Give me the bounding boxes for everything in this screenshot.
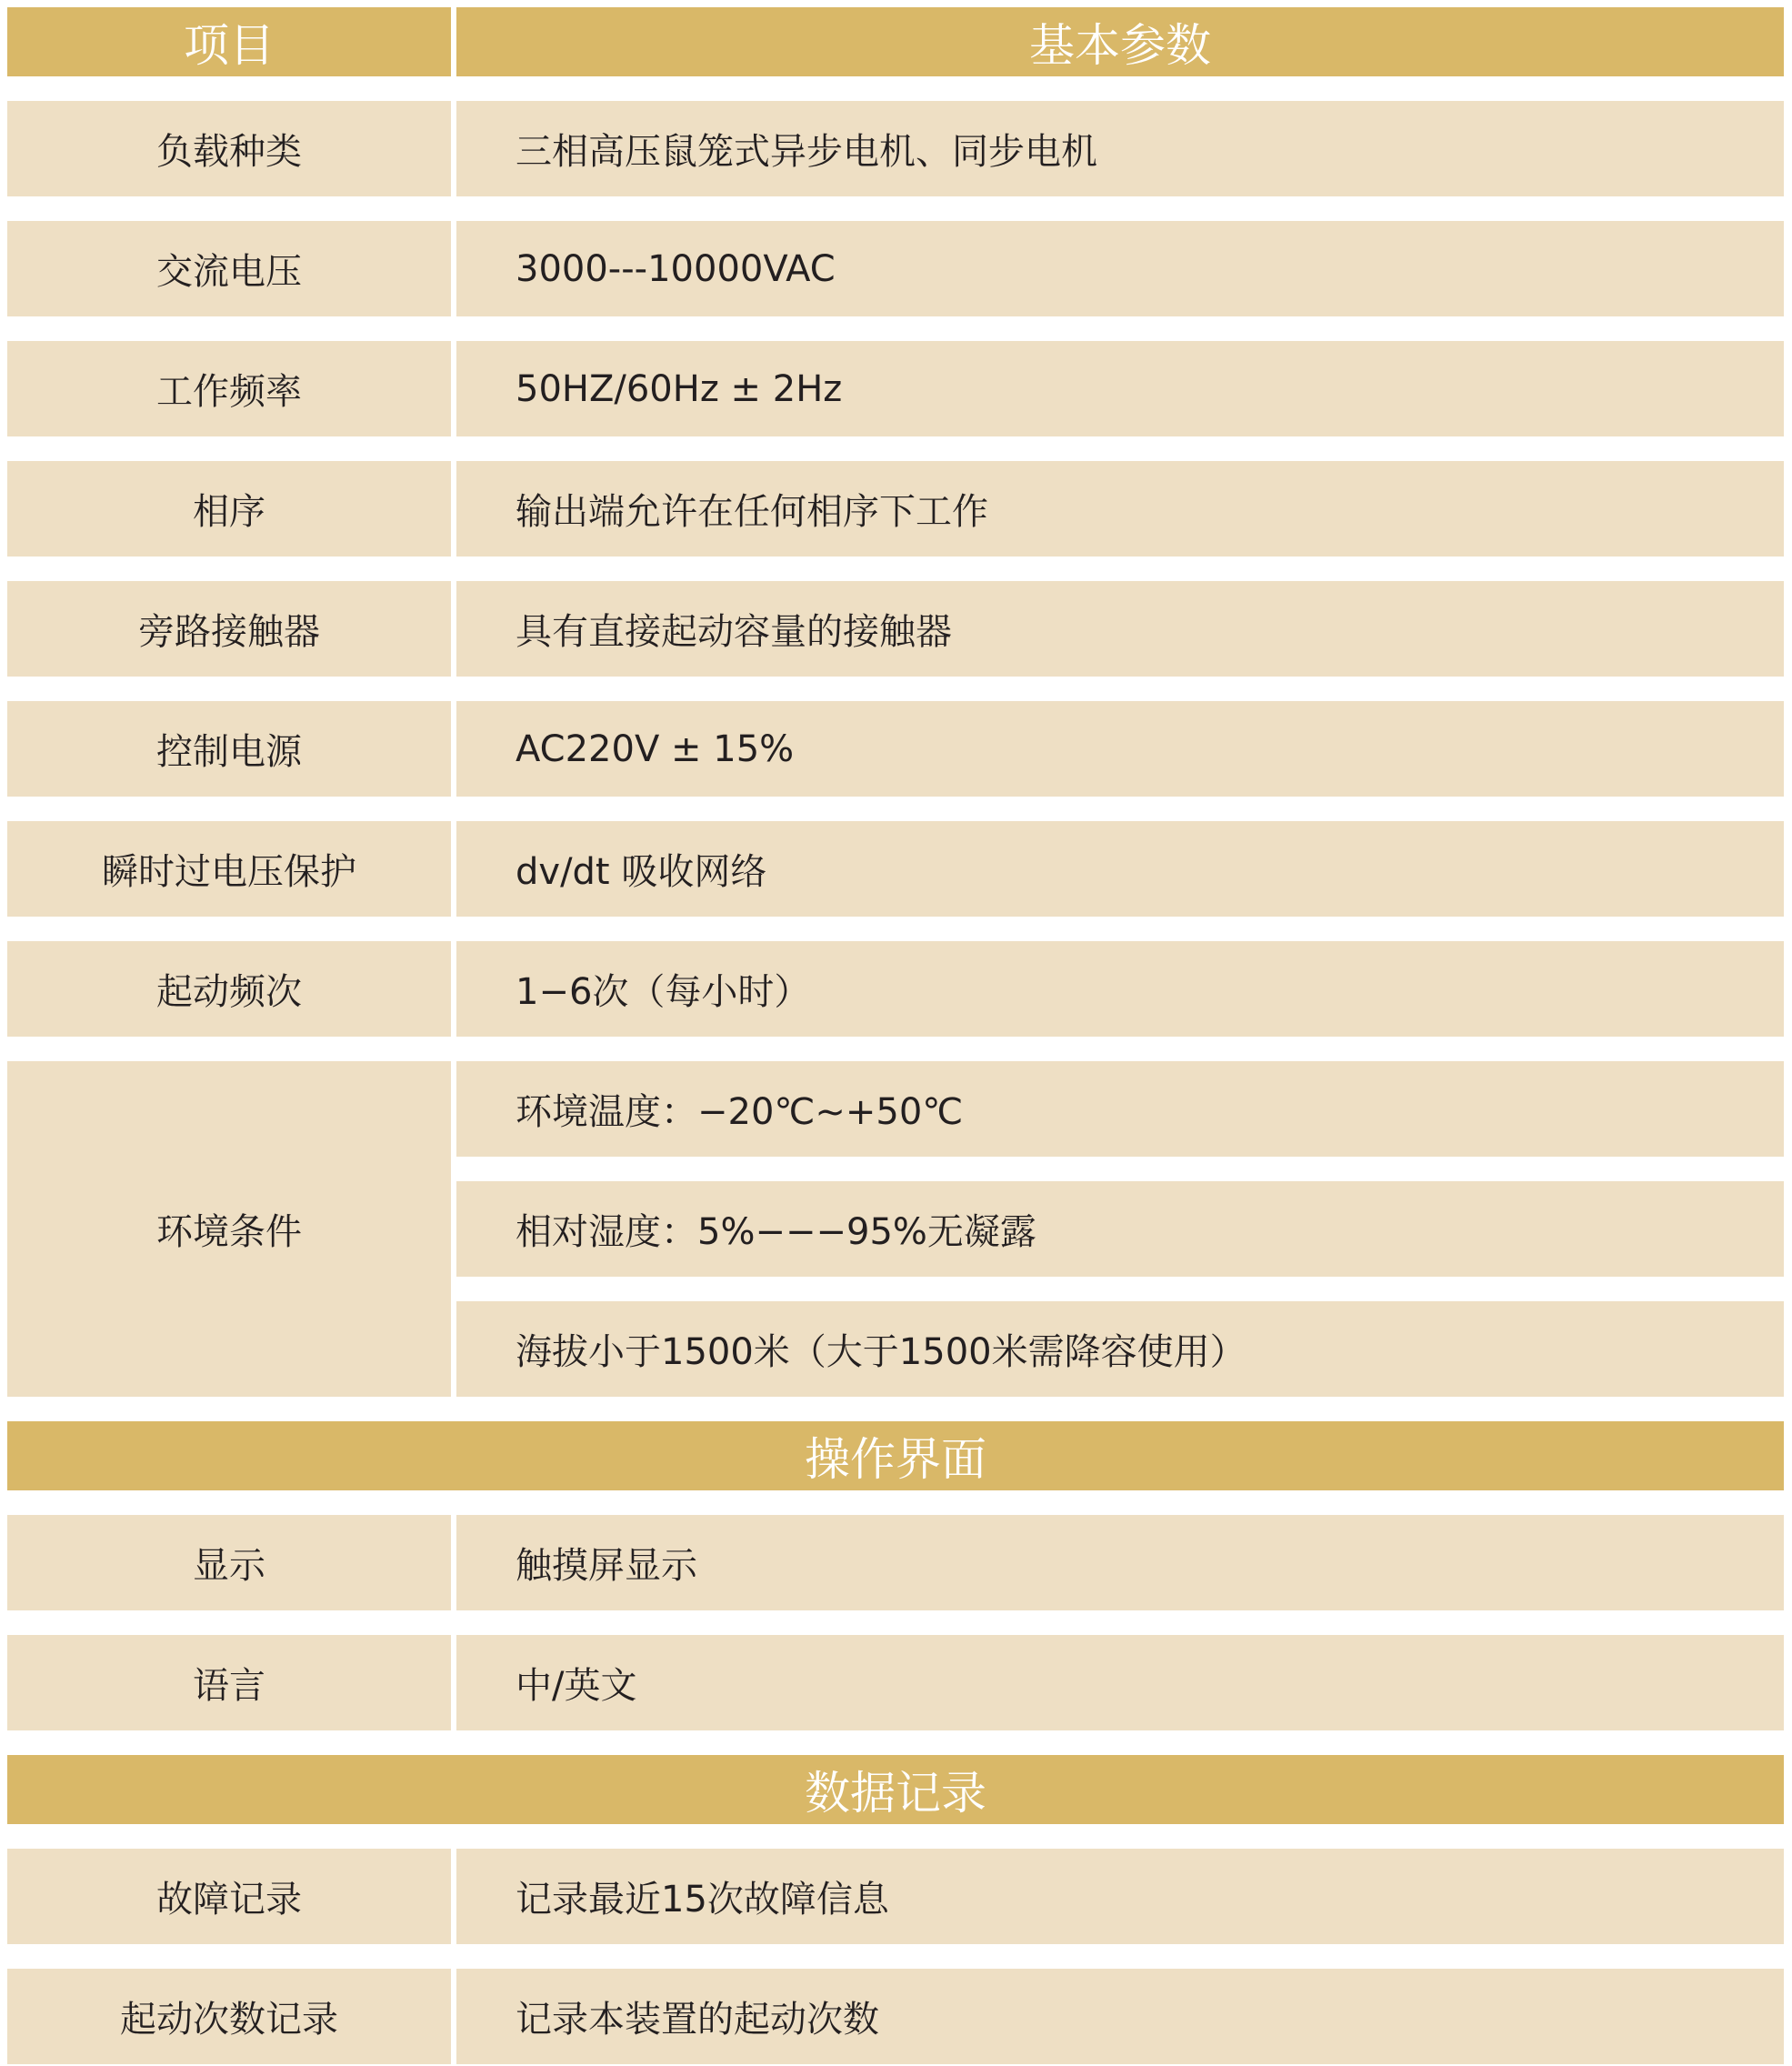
row-label-ac-voltage: 交流电压 <box>7 221 451 316</box>
row-label-fault-log: 故障记录 <box>7 1849 451 1944</box>
row-label-phase-sequence: 相序 <box>7 461 451 557</box>
row-label-start-frequency: 起动频次 <box>7 941 451 1037</box>
row-value-temperature: 环境温度：−20℃~+50℃ <box>456 1061 1784 1157</box>
row-value-language: 中/英文 <box>456 1635 1784 1730</box>
row-label-environment: 环境条件 <box>7 1061 451 1397</box>
row-label-overvoltage-protection: 瞬时过电压保护 <box>7 821 451 917</box>
row-value-start-count-log: 记录本装置的起动次数 <box>456 1969 1784 2064</box>
row-value-overvoltage-protection: dv/dt 吸收网络 <box>456 821 1784 917</box>
row-label-display: 显示 <box>7 1515 451 1610</box>
row-value-bypass-contactor: 具有直接起动容量的接触器 <box>456 581 1784 677</box>
row-value-humidity: 相对湿度：5%−−−95%无凝露 <box>456 1181 1784 1277</box>
row-label-frequency: 工作频率 <box>7 341 451 436</box>
row-value-frequency: 50HZ/60Hz ± 2Hz <box>456 341 1784 436</box>
row-value-fault-log: 记录最近15次故障信息 <box>456 1849 1784 1944</box>
row-value-load-type: 三相高压鼠笼式异步电机、同步电机 <box>456 101 1784 196</box>
row-value-control-power: AC220V ± 15% <box>456 701 1784 797</box>
row-label-language: 语言 <box>7 1635 451 1730</box>
row-value-ac-voltage: 3000---10000VAC <box>456 221 1784 316</box>
row-value-phase-sequence: 输出端允许在任何相序下工作 <box>456 461 1784 557</box>
header-param: 基本参数 <box>456 7 1784 76</box>
header-item: 项目 <box>7 7 451 76</box>
section-header-ui: 操作界面 <box>7 1421 1784 1490</box>
row-label-start-count-log: 起动次数记录 <box>7 1969 451 2064</box>
row-value-start-frequency: 1−6次（每小时） <box>456 941 1784 1037</box>
row-label-control-power: 控制电源 <box>7 701 451 797</box>
row-value-altitude: 海拔小于1500米（大于1500米需降容使用） <box>456 1301 1784 1397</box>
section-header-log: 数据记录 <box>7 1755 1784 1824</box>
row-label-load-type: 负载种类 <box>7 101 451 196</box>
row-value-display: 触摸屏显示 <box>456 1515 1784 1610</box>
row-label-bypass-contactor: 旁路接触器 <box>7 581 451 677</box>
